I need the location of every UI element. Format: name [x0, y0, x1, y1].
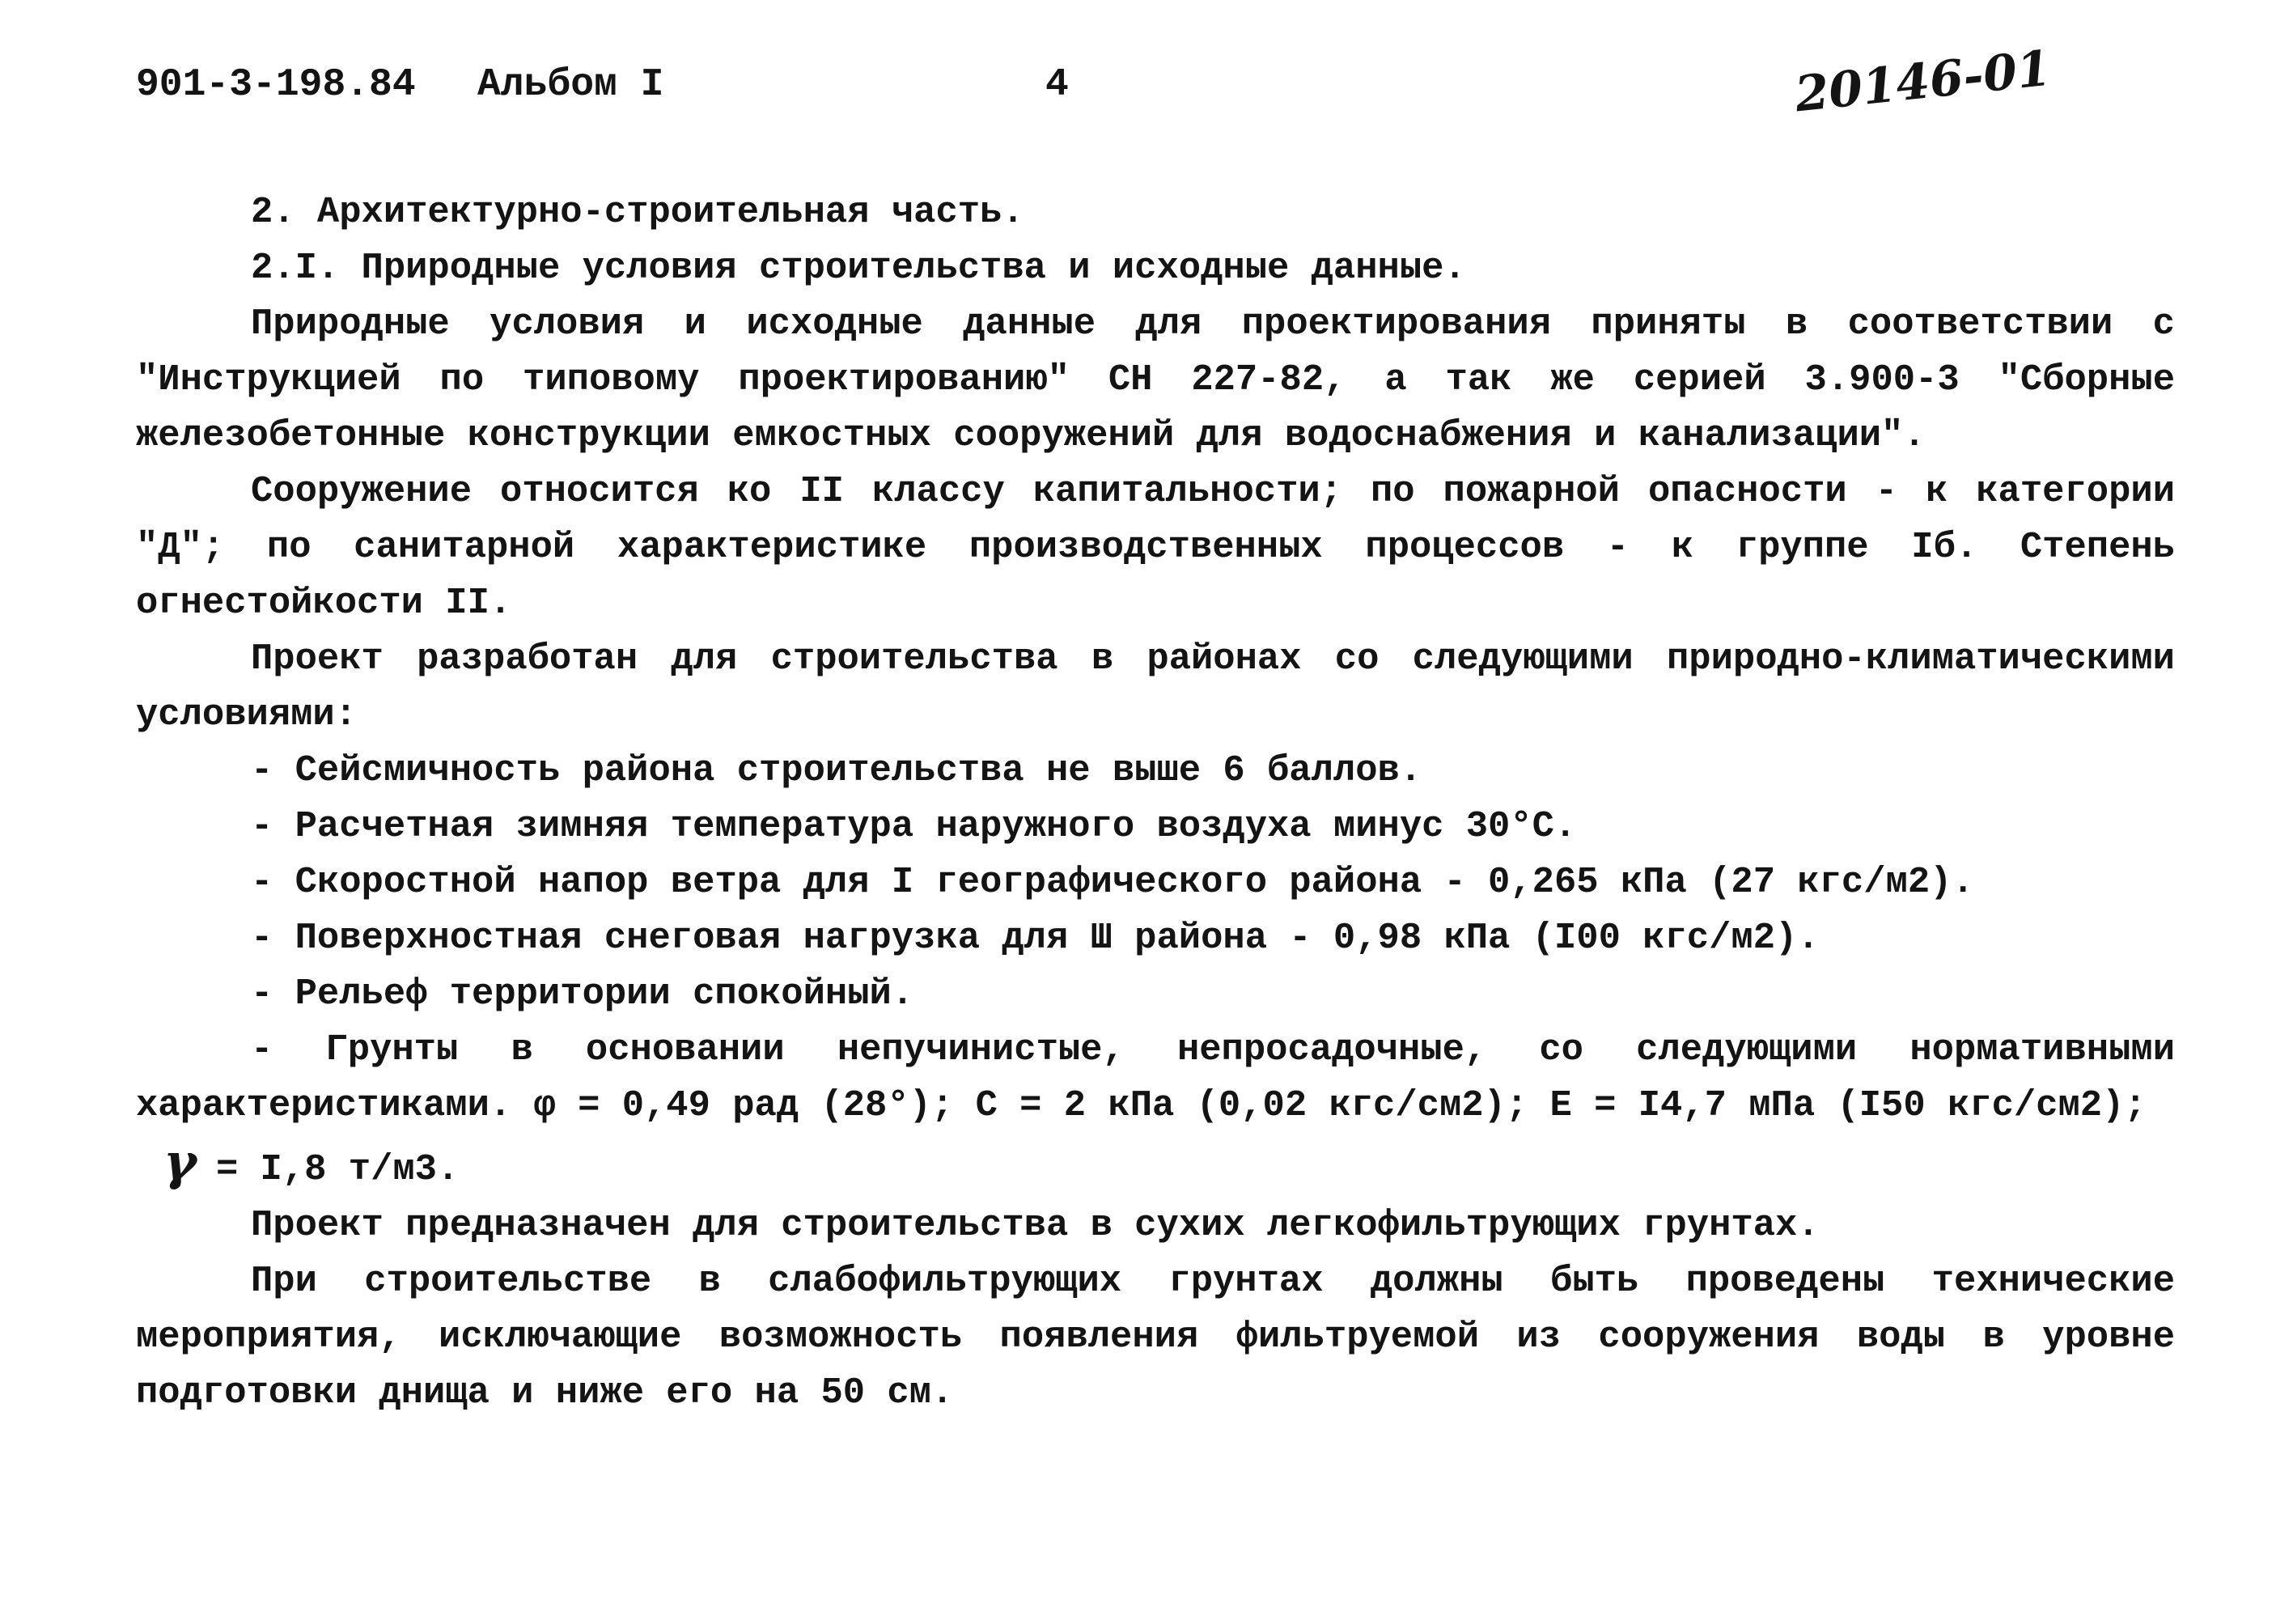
document-body	[136, 184, 2175, 1421]
subsection-heading: 2.I. Природные условия строительства и исходные данные.	[251, 247, 1466, 289]
paragraph-initial-data: Природные условия и исходные данные для проектирования приняты в соответствии с "Инструкцией по типовому проектированию" СН 227-82, а так же серией 3.900-3 "Сборные железобетонные конструкции емкостных сооружений для водоснабжения и канализации".	[136, 303, 2175, 456]
soil-density-value: = I,8 т/м3.	[215, 1148, 460, 1190]
paragraph-classification: Сооружение относится ко II классу капитальности; по пожарной опасности - к категории "Д"; по санитарной характеристике производственных процессов - к группе Iб. Степень огнестойкости II.	[136, 470, 2175, 624]
list-item-temperature: - Расчетная зимняя температура наружного воздуха минус 30°С.	[251, 805, 1577, 847]
paragraph-climate-intro: Проект разработан для строительства в районах со следующими природно-климатическими условиями:	[136, 638, 2175, 736]
list-item-wind-pressure: - Скоростной напор ветра для I географического района - 0,265 кПа (27 кгс/м2).	[251, 861, 1974, 903]
paragraph-weak-filtering-soils: При строительстве в слабофильтрующих грунтах должны быть проведены технические мероприятия, исключающие возможность появления фильтруемой из сооружения воды в уровне подготовки днища и ниже его на 50 см.	[136, 1260, 2175, 1414]
inventory-number-handwritten: 20146-01	[1792, 40, 2054, 124]
soil-density-line	[136, 1134, 2175, 1198]
document-code: 901-3-198.84	[136, 63, 416, 107]
gamma-symbol: γ	[163, 1132, 197, 1191]
list-item-soils: - Грунты в основании непучинистые, непросадочные, со следующими нормативными характеристиками. φ = 0,49 рад (28°); С = 2 кПа (0,02 кгс/см2); Е = I4,7 мПа (I50 кгс/см2);	[136, 1028, 2175, 1126]
paragraph-dry-soils: Проект предназначен для строительства в сухих легкофильтрующих грунтах.	[251, 1204, 1820, 1246]
album-label: Альбом I	[477, 63, 664, 107]
page-number: 4	[1045, 63, 1069, 107]
section-heading: 2. Архитектурно-строительная часть.	[251, 191, 1024, 233]
list-item-snow-load: - Поверхностная снеговая нагрузка для Ш района - 0,98 кПа (I00 кгс/м2).	[251, 917, 1820, 959]
list-item-relief: - Рельеф территории спокойный.	[251, 973, 914, 1015]
list-item-seismicity: - Сейсмичность района строительства не выше 6 баллов.	[251, 749, 1422, 791]
page-header	[0, 40, 2293, 124]
